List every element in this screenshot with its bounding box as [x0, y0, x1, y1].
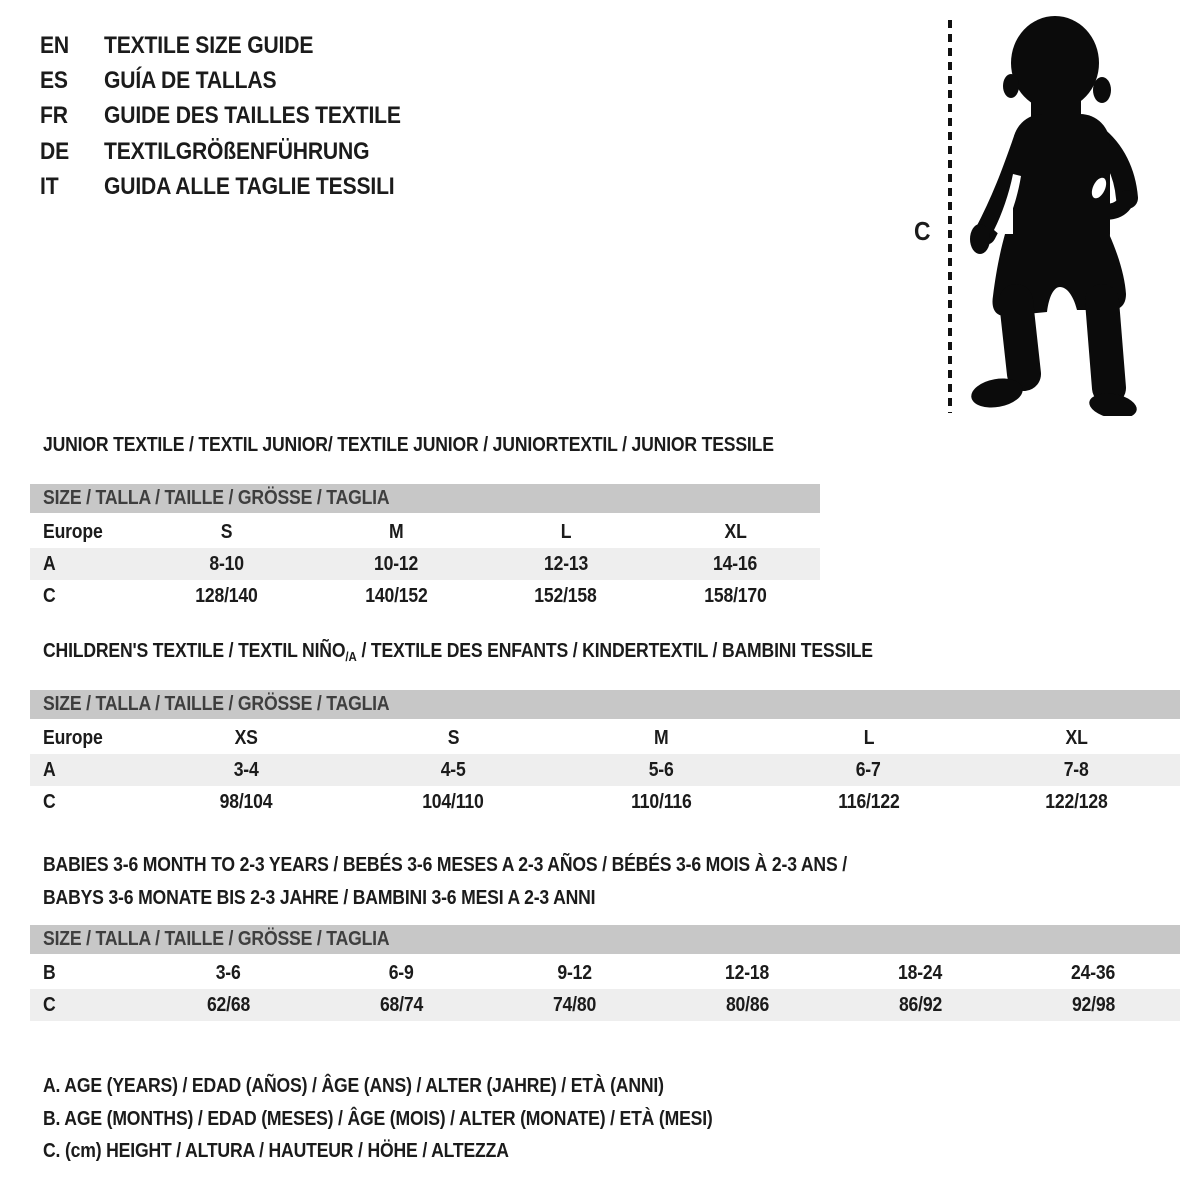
height-cell: 158/170	[704, 585, 767, 607]
months-cell: 6-9	[389, 962, 414, 984]
age-cell: 14-16	[713, 553, 758, 575]
height-cell: 116/122	[837, 791, 900, 813]
height-cell: 80/86	[725, 994, 770, 1016]
lang-code: EN	[40, 32, 69, 59]
table-row-height	[30, 786, 1180, 818]
legend	[43, 1070, 804, 1168]
row-label: A	[43, 759, 56, 781]
age-cell: 3-4	[233, 759, 259, 781]
table-row-age	[30, 754, 1180, 786]
height-cell: 74/80	[552, 994, 597, 1016]
height-cell: 68/74	[379, 994, 424, 1016]
lang-code: DE	[40, 137, 69, 165]
size-cell: M	[653, 727, 669, 749]
age-cell: 7-8	[1063, 759, 1089, 781]
row-label: Europe	[43, 727, 103, 749]
lang-row-es	[40, 63, 441, 98]
guide-title: TEXTILGRÖßENFÜHRUNG	[104, 137, 370, 165]
height-cell: 128/140	[195, 585, 258, 607]
junior-size-table	[30, 484, 820, 612]
age-cell: 12-13	[543, 553, 588, 575]
size-cell: S	[220, 521, 233, 543]
guide-title: GUIDE DES TAILLES TEXTILE	[104, 102, 401, 130]
size-header-band: SIZE / TALLA / TAILLE / GRÖSSE / TAGLIA	[30, 690, 1180, 719]
lang-row-it	[40, 169, 441, 204]
height-cell: 92/98	[1071, 994, 1116, 1016]
lang-code: ES	[40, 67, 68, 95]
size-cell: L	[560, 521, 572, 543]
row-label: C	[43, 585, 56, 607]
legend-line-a: A. AGE (YEARS) / EDAD (AÑOS) / ÂGE (ANS) / ALTER (JAHRE) / ETÀ (ANNI)	[43, 1075, 664, 1097]
children-size-table	[30, 690, 1180, 818]
size-cell: XL	[724, 521, 747, 543]
age-cell: 10-12	[374, 553, 419, 575]
lang-row-de	[40, 134, 441, 169]
months-cell: 3-6	[216, 962, 241, 984]
height-measure-dashed-line	[948, 20, 952, 413]
row-label: B	[43, 962, 56, 984]
table-row-age	[30, 548, 820, 580]
row-label: Europe	[43, 521, 103, 543]
table-row-europe	[30, 722, 1180, 754]
junior-section-title: JUNIOR TEXTILE / TEXTIL JUNIOR/ TEXTILE JUNIOR / JUNIORTEXTIL / JUNIOR TESSILE	[43, 434, 774, 456]
children-section-title: CHILDREN'S TEXTILE / TEXTIL $NIÑO_{/A}$ / TEXTILE DES ENFANTS / KINDERTEXTIL / BAMBINI TESSILE	[43, 640, 873, 664]
height-cell: 110/116	[630, 791, 692, 813]
height-measure-label: C	[914, 216, 931, 246]
lang-row-fr	[40, 98, 441, 133]
lang-code: FR	[40, 102, 68, 130]
guide-title: GUÍA DE TALLAS	[104, 67, 277, 95]
babies-section-title: BABIES 3-6 MONTH TO 2-3 YEARS / BEBÉS 3-6 MESES A 2-3 AÑOS / BÉBÉS 3-6 MOIS À 2-3 ANS / BABYS 3-6 MONATE BIS 2-3 JAHRE / BAMBINI 3-6 MESI A 2-3 ANNI	[43, 854, 847, 909]
height-cell: 62/68	[206, 994, 251, 1016]
months-cell: 12-18	[725, 962, 770, 984]
row-label: C	[43, 994, 56, 1016]
table-row-height	[30, 989, 1180, 1021]
age-cell: 4-5	[440, 759, 466, 781]
age-cell: 6-7	[856, 759, 882, 781]
height-cell: 86/92	[898, 994, 943, 1016]
height-cell: 140/152	[365, 585, 428, 607]
guide-title: TEXTILE SIZE GUIDE	[104, 32, 314, 59]
size-cell: S	[447, 727, 460, 749]
legend-line-c: C. (cm) HEIGHT / ALTURA / HAUTEUR / HÖHE / ALTEZZA	[43, 1140, 509, 1162]
table-row-months	[30, 957, 1180, 989]
guide-title: GUIDA ALLE TAGLIE TESSILI	[104, 172, 395, 200]
table-row-height	[30, 580, 820, 612]
row-label: A	[43, 553, 56, 575]
height-cell: 98/104	[219, 791, 273, 813]
legend-line-b: B. AGE (MONTHS) / EDAD (MESES) / ÂGE (MOIS) / ALTER (MONATE) / ETÀ (MESI)	[43, 1107, 713, 1130]
months-cell: 9-12	[557, 962, 592, 984]
size-cell: M	[389, 521, 404, 543]
size-header-band: SIZE / TALLA / TAILLE / GRÖSSE / TAGLIA	[30, 925, 1180, 954]
size-header-band: SIZE / TALLA / TAILLE / GRÖSSE / TAGLIA	[30, 484, 820, 513]
age-cell: 5-6	[648, 759, 674, 781]
babies-size-table	[30, 925, 1180, 1021]
months-cell: 18-24	[898, 962, 943, 984]
height-cell: 122/128	[1044, 791, 1108, 813]
language-title-list	[40, 28, 441, 204]
size-cell: L	[863, 727, 874, 749]
age-cell: 8-10	[209, 553, 245, 575]
height-cell: 152/158	[534, 585, 597, 607]
toddler-silhouette-icon	[968, 16, 1145, 416]
table-row-europe	[30, 516, 820, 548]
lang-row-en	[40, 28, 441, 63]
row-label: C	[43, 791, 56, 813]
lang-code: IT	[40, 172, 59, 200]
subscript-suffix: /A	[345, 649, 357, 664]
size-cell: XS	[234, 727, 258, 749]
months-cell: 24-36	[1071, 962, 1116, 984]
height-cell: 104/110	[422, 791, 485, 813]
size-cell: XL	[1065, 727, 1088, 749]
